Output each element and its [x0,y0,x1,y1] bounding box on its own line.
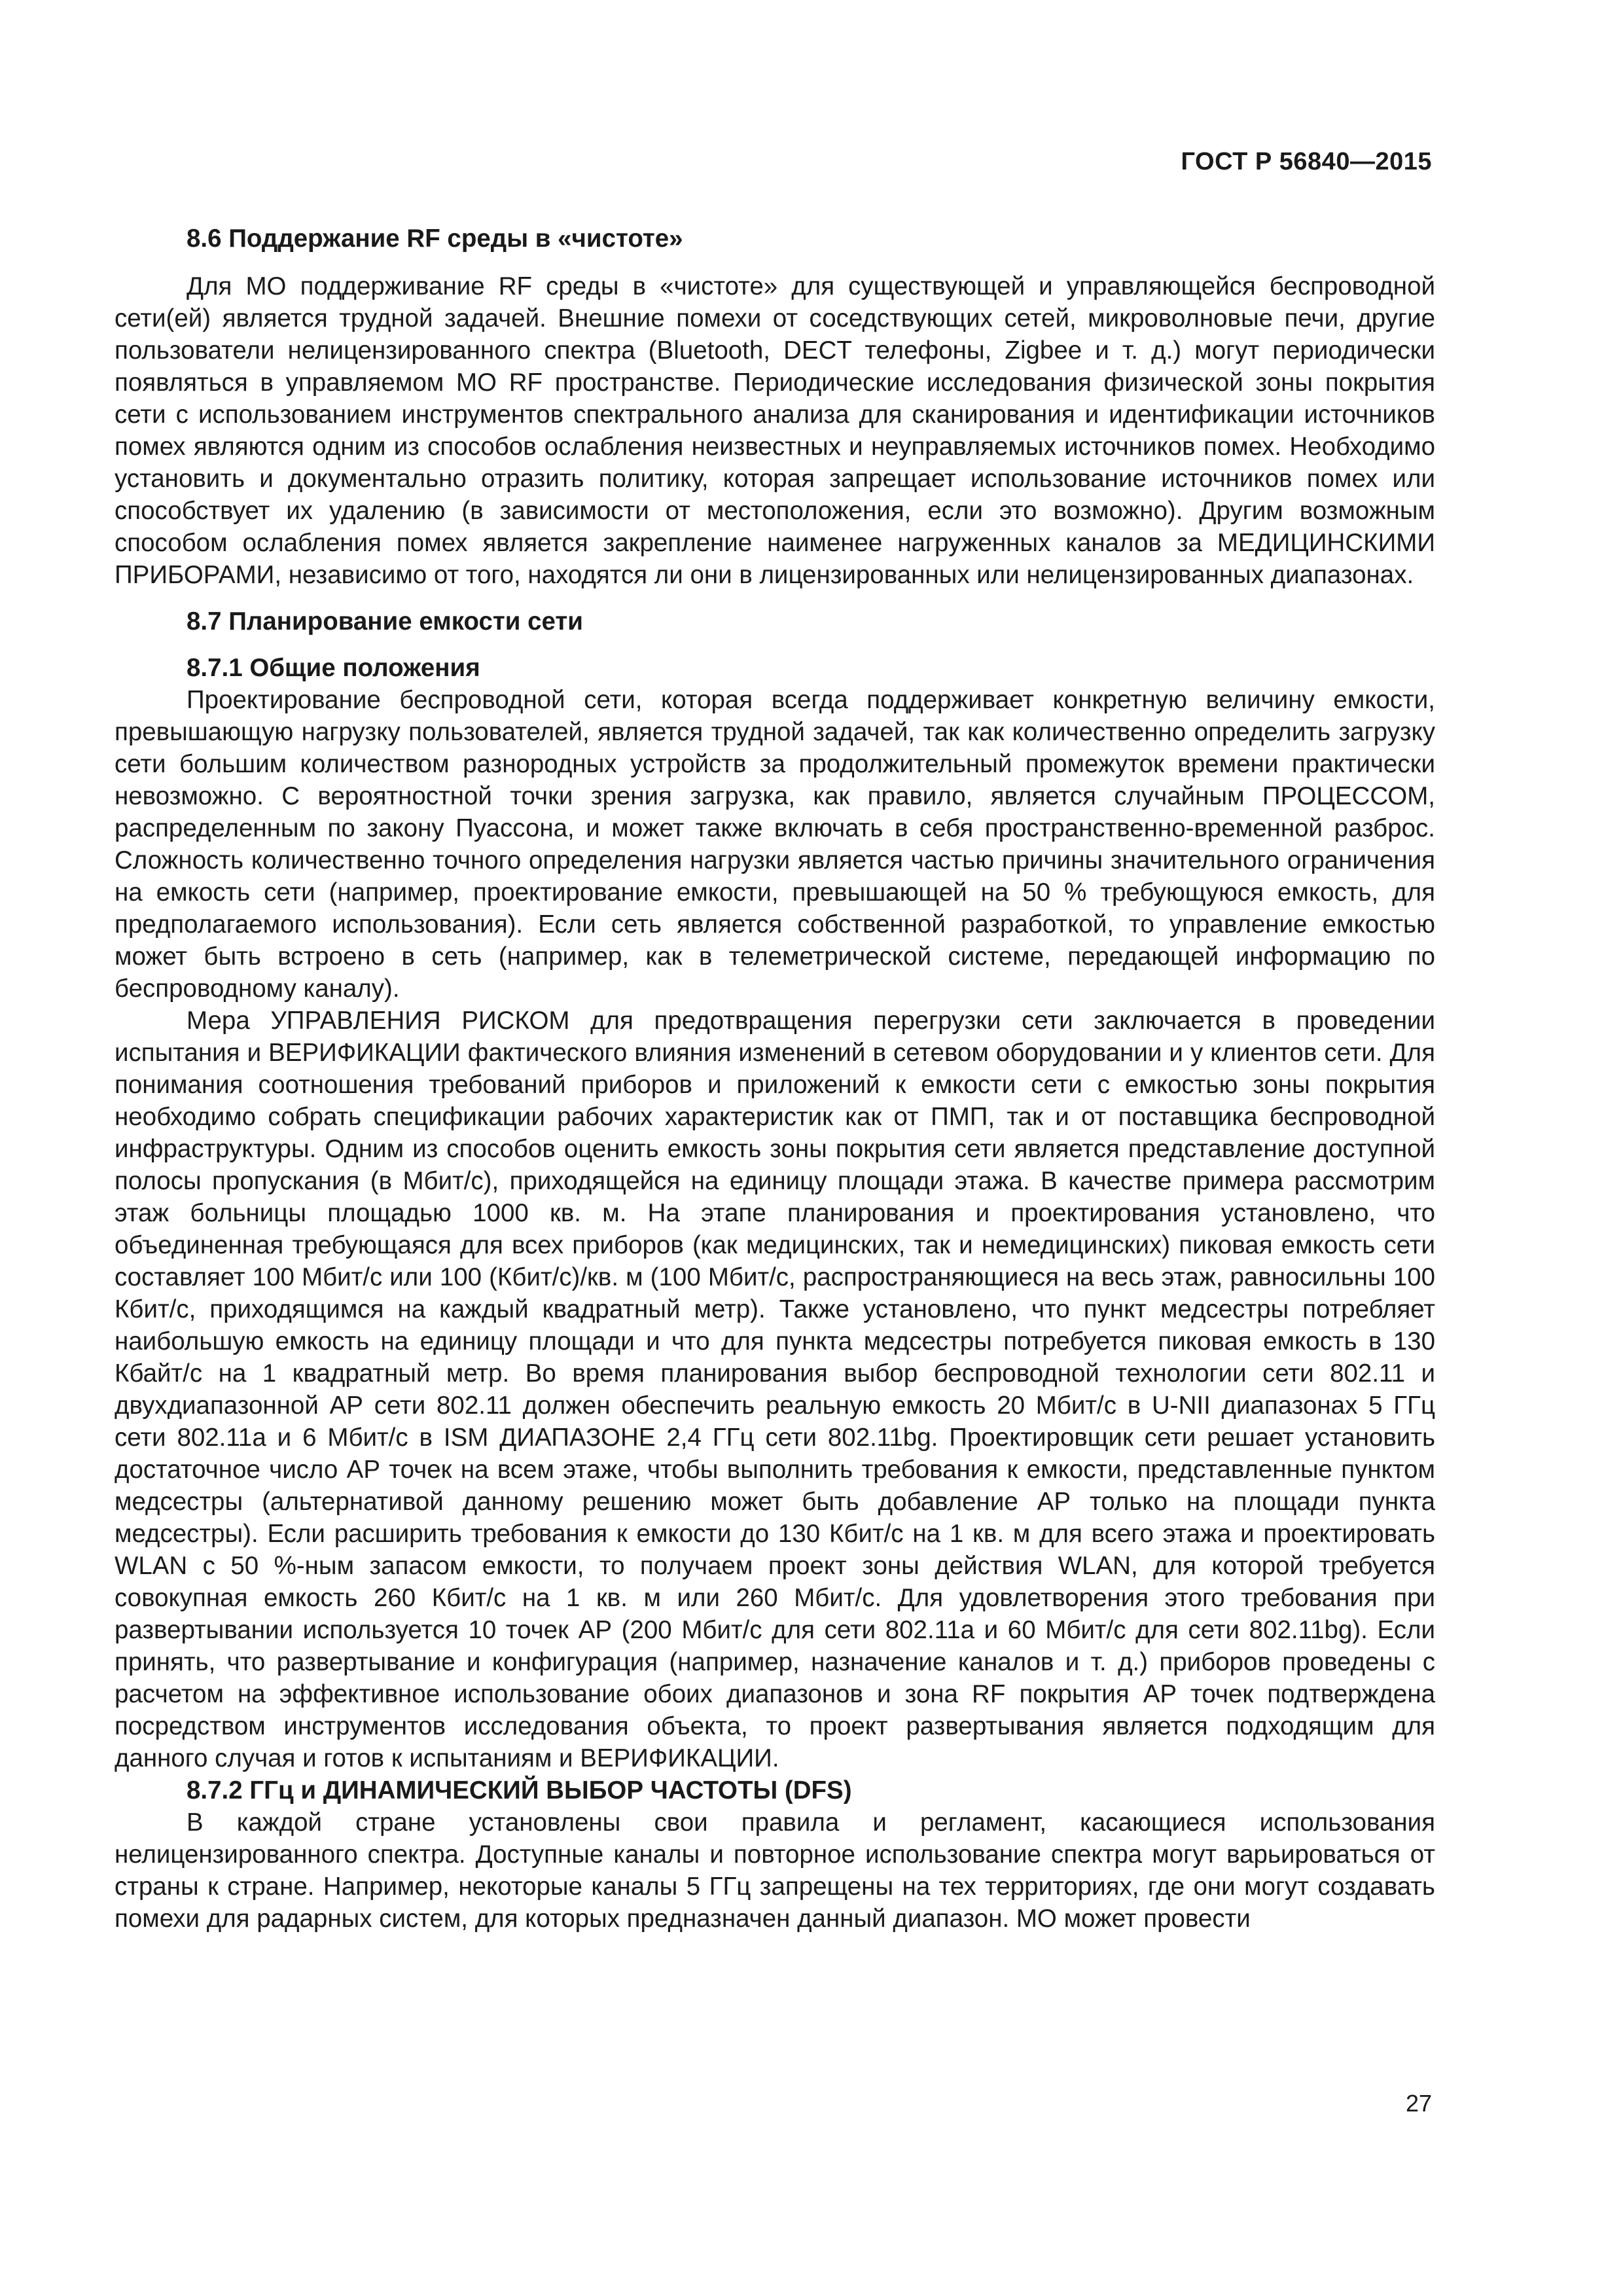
section-8-7-1-paragraph-2: Мера УПРАВЛЕНИЯ РИСКОМ для предотвращения перегрузки сети заключается в проведении испытания и ВЕРИФИКАЦИИ фактического влияния изменений в сетевом оборудовании и у клиентов сети. Для понимания соотношения требований приборов и приложений к емкости сети с емкостью зоны покрытия необходимо собрать спецификации рабочих характеристик как от ПМП, так и от поставщика беспроводной инфраструктуры. Одним из способов оценить емкость зоны покрытия сети является представление доступной полосы пропускания (в Мбит/с), приходящейся на единицу площади этажа. В качестве примера рассмотрим этаж больницы площадью 1000 кв. м. На этапе планирования и проектирования установлено, что объединенная требующаяся для всех приборов (как медицинских, так и немедицинских) пиковая емкость сети составляет 100 Мбит/с или 100 (Кбит/с)/кв. м (100 Мбит/с, распространяющиеся на весь этаж, равносильны 100 Кбит/с, приходящимся на каждый квадратный метр). Также установлено, что пункт медсестры потребляет наибольшую емкость на единицу площади и что для пункта медсестры потребуется пиковая емкость в 130 Кбайт/с на 1 квадратный метр. Во время планирования выбор беспроводной технологии сети 802.11 и двухдиапазонной АР сети 802.11 должен обеспечить реальную емкость 20 Мбит/с в U-NII диапазонах 5 ГГц сети 802.11а и 6 Мбит/с в ISM ДИАПАЗОНЕ 2,4 ГГц сети 802.11bg. Проектировщик сети решает установить достаточное число АР точек на всем этаже, чтобы выполнить требования к емкости, представленные пунктом медсестры (альтернативой данному решению может быть добавление АР только на площади пункта медсестры). Если расширить требования к емкости до 130 Кбит/с на 1 кв. м для всего этажа и проектировать WLAN с 50 %-ным запасом емкости, то получаем проект зоны действия WLAN, для которой требуется совокупная емкость 260 Кбит/с на 1 кв. м или 260 Мбит/с. Для удовлетворения этого требования при развертывании используется 10 точек АР (200 Мбит/с для сети 802.11а и 60 Мбит/с для сети 802.11bg). Если принять, что развертывание и конфигурация (например, назначение каналов и т. д.) приборов проведены с расчетом на эффективное использование обоих диапазонов и зона RF покрытия АР точек подтверждена посредством инструментов исследования объекта, то проект развертывания является подходящим для данного случая и готов к испытаниям и ВЕРИФИКАЦИИ. [115,1007,1435,1772]
section-8-6-heading: 8.6 Поддержание RF среды в «чистоте» [187,224,683,253]
page-number: 27 [1405,2090,1432,2117]
section-8-7-2-paragraph: В каждой стране установлены свои правила и регламент, касающиеся использования нелицензированного спектра. Доступные каналы и повторное использование спектра могут варьироваться от страны к стране. Например, некоторые каналы 5 ГГц запрещены на тех территориях, где они могут создавать помехи для радарных систем, для которых предназначен данный диапазон. МО может провести [115,1808,1435,1933]
section-8-7-heading: 8.7 Планирование емкости сети [187,607,583,636]
document-header: ГОСТ Р 56840—2015 [1181,148,1432,175]
document-body [115,223,1435,1935]
section-8-7-1-heading: 8.7.1 Общие положения [187,654,480,682]
section-8-7-2-heading: 8.7.2 ГГц и ДИНАМИЧЕСКИЙ ВЫБОР ЧАСТОТЫ (DFS) [187,1776,852,1804]
section-8-6-paragraph: Для МО поддерживание RF среды в «чистоте» для существующей и управляющейся беспроводной сети(ей) является трудной задачей. Внешние помехи от соседствующих сетей, микроволновые печи, другие пользователи нелицензированного спектра (Bluetooth, DECT телефоны, Zigbee и т. д.) могут периодически появляться в управляемом МО RF пространстве. Периодические исследования физической зоны покрытия сети с использованием инструментов спектрального анализа для сканирования и идентификации источников помех являются одним из способов ослабления неизвестных и неуправляемых источников помех. Необходимо установить и документально отразить политику, которая запрещает использование источников помех или способствует их удалению (в зависимости от местоположения, если это возможно). Другим возможным способом ослабления помех является закрепление наименее нагруженных каналов за МЕДИЦИНСКИМИ ПРИБОРАМИ, независимо от того, находятся ли они в лицензированных или нелицензированных диапазонах. [115,272,1435,589]
section-8-7-1-paragraph-1: Проектирование беспроводной сети, которая всегда поддерживает конкретную величину емкости, превышающую нагрузку пользователей, является трудной задачей, так как количественно определить загрузку сети большим количеством разнородных устройств за продолжительный промежуток времени практически невозможно. С вероятностной точки зрения загрузка, как правило, является случайным ПРОЦЕССОМ, распределенным по закону Пуассона, и может также включать в себя пространственно-временной разброс. Сложность количественно точного определения нагрузки является частью причины значительного ограничения на емкость сети (например, проектирование емкости, превышающей на 50 % требующуюся емкость, для предполагаемого использования). Если сеть является собственной разработкой, то управление емкостью может быть встроено в сеть (например, как в телеметрической системе, передающей информацию по беспроводному каналу). [115,686,1435,1003]
